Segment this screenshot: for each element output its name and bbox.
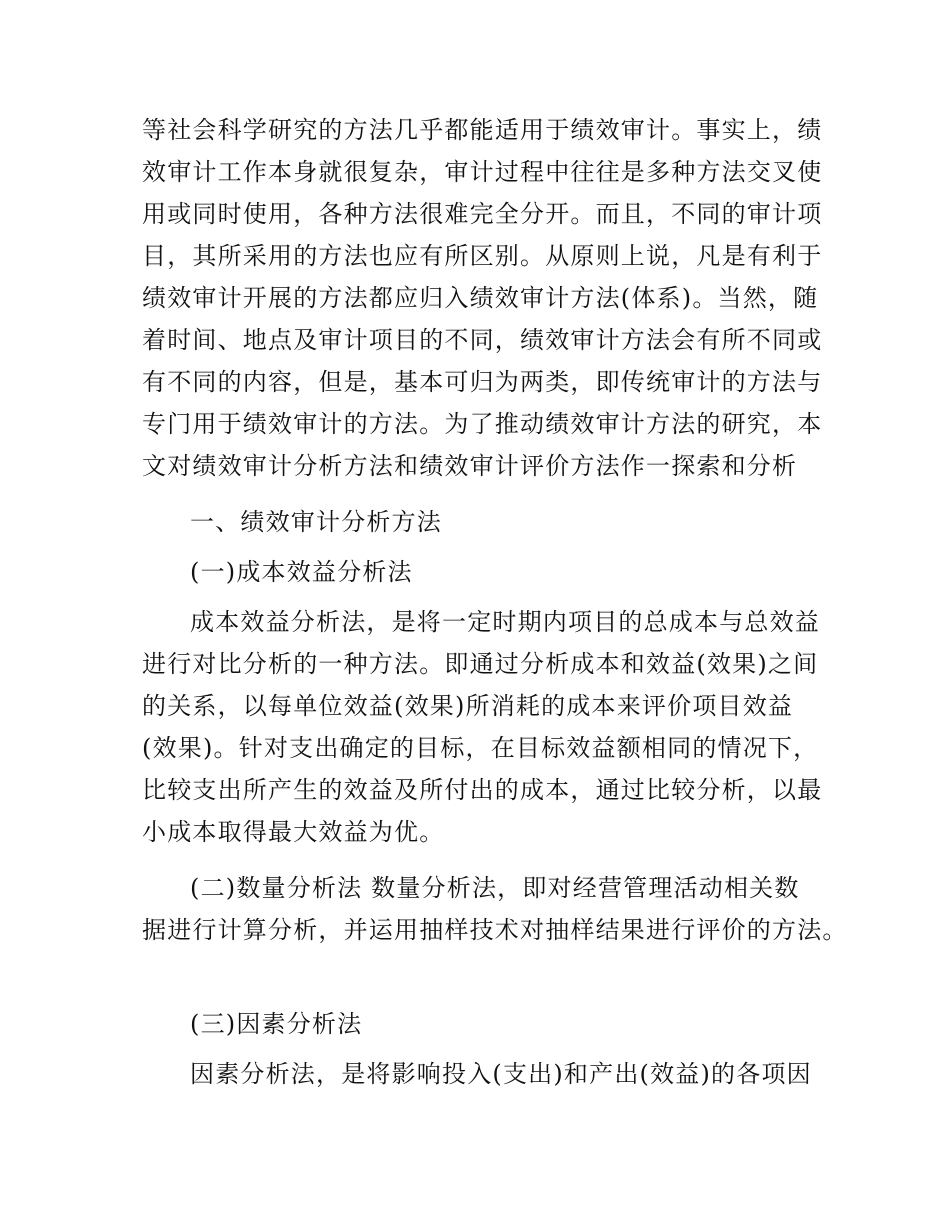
- text-line: 着时间、地点及审计项目的不同，绩效审计方法会有所不同或: [142, 326, 823, 354]
- text-line: (效果)。针对支出确定的目标，在目标效益额相同的情况下，: [142, 734, 819, 762]
- text-line: 文对绩效审计分析方法和绩效审计评价方法作一探索和分析: [142, 452, 798, 480]
- section-title: 一、绩效审计分析方法: [190, 508, 442, 536]
- quantitative-paragraph: [142, 867, 848, 951]
- text-line: 等社会科学研究的方法几乎都能适用于绩效审计。事实上，绩: [142, 116, 823, 144]
- text-line: 目，其所采用的方法也应有所区别。从原则上说，凡是有利于: [142, 242, 823, 270]
- section-heading: [142, 501, 822, 543]
- text-line: 成本效益分析法，是将一定时期内项目的总成本与总效益: [190, 608, 820, 636]
- text-line: 用或同时使用，各种方法很难完全分开。而且，不同的审计项: [142, 200, 823, 228]
- text-line: 进行对比分析的一种方法。即通过分析成本和效益(效果)之间: [142, 650, 819, 678]
- text-line: 有不同的内容，但是，基本可归为两类，即传统审计的方法与: [142, 368, 823, 396]
- text-line: 据进行计算分析，并运用抽样技术对抽样结果进行评价的方法。: [142, 916, 848, 944]
- cost-benefit-paragraph: [142, 601, 822, 853]
- subsection-title: (一)成本效益分析法: [190, 558, 413, 586]
- text-line: 比较支出所产生的效益及所付出的成本，通过比较分析，以最: [142, 776, 823, 804]
- factor-paragraph: [142, 1053, 822, 1095]
- text-line: 的关系，以每单位效益(效果)所消耗的成本来评价项目效益: [142, 692, 794, 720]
- text-line: 效审计工作本身就很复杂，审计过程中往往是多种方法交叉使: [142, 158, 823, 186]
- subsection-title: (三)因素分析法: [190, 1010, 363, 1038]
- text-line: 因素分析法，是将影响投入(支出)和产出(效益)的各项因: [190, 1060, 812, 1088]
- text-line: (二)数量分析法 数量分析法，即对经营管理活动相关数: [190, 874, 800, 902]
- intro-paragraph: [142, 109, 822, 487]
- subsection-heading-cost-benefit: [142, 551, 822, 593]
- text-line: 小成本取得最大效益为优。: [142, 818, 445, 846]
- subsection-heading-factor: [142, 1003, 822, 1045]
- text-line: 绩效审计开展的方法都应归入绩效审计方法(体系)。当然，随: [142, 284, 819, 312]
- text-line: 专门用于绩效审计的方法。为了推动绩效审计方法的研究，本: [142, 410, 823, 438]
